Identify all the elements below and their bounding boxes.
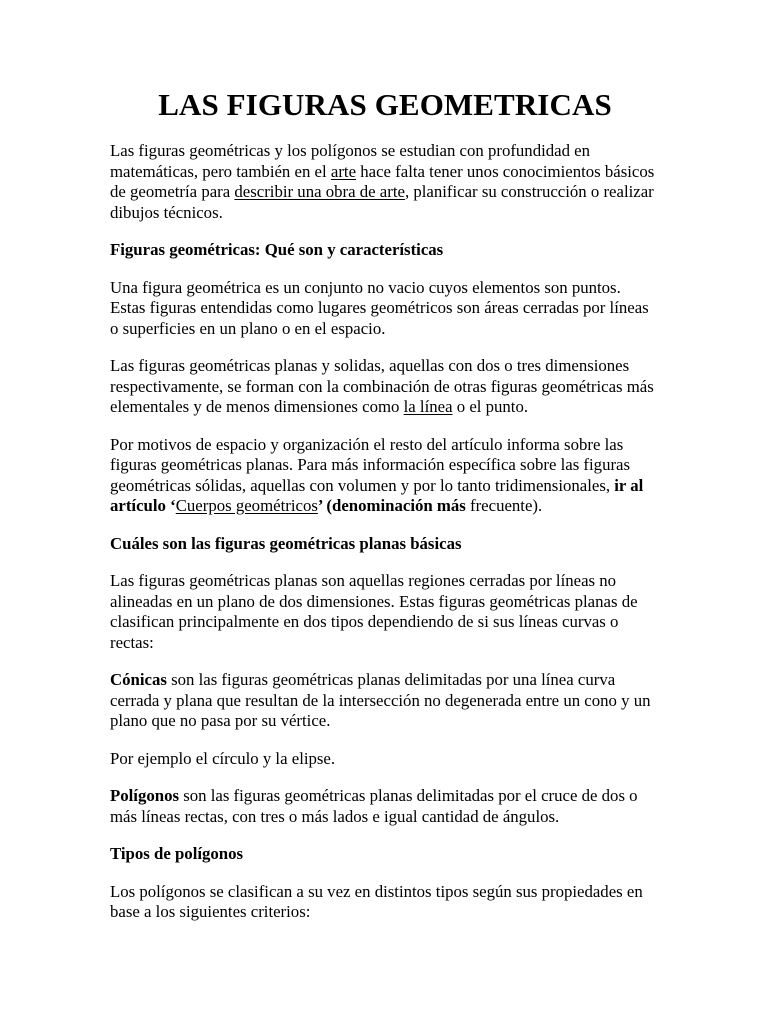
- document-page: [110, 85, 660, 940]
- la-linea-link[interactable]: la línea: [403, 397, 453, 416]
- organization-bold-1: ir al artículo ‘: [110, 475, 644, 515]
- conicas-term: Cónicas: [110, 670, 167, 689]
- dimensions-text-1: Las figuras geométricas planas y solidas, aquellas con dos o tres dimensiones respectivamente, se forman con la combinación de otras figuras geométricas más elementales y de menos dimensiones como: [110, 356, 654, 416]
- ejemplo-paragraph: Por ejemplo el círculo y la elipse.: [110, 748, 336, 768]
- dimensions-paragraph: [110, 356, 660, 418]
- poligonos-paragraph: [110, 786, 660, 827]
- poligonos-text: son las figuras geométricas planas delimitadas por el cruce de dos o más líneas rectas, con tres o más lados e igual cantidad de ángulos.: [110, 786, 638, 826]
- poligonos-term: Polígonos: [110, 786, 180, 805]
- organization-paragraph: [110, 435, 660, 517]
- organization-text-2: frecuente).: [465, 496, 543, 515]
- dimensions-text-2: o el punto.: [452, 397, 529, 416]
- arte-link[interactable]: arte: [330, 161, 357, 181]
- intro-text-2: hace falta tener unos conocimientos básicos de geometría para: [110, 161, 655, 201]
- conicas-text: son las figuras geométricas planas delimitadas por una línea curva cerrada y plana que resultan de la intersección no degenerada entre un cono y un plano que no pasa por su vértice.: [110, 670, 651, 730]
- criterios-paragraph: Los polígonos se clasifican a su vez en distintos tipos según sus propiedades en base a los siguientes criterios:: [110, 881, 643, 921]
- section-heading-que-son: Figuras geométricas: Qué son y características: [110, 240, 444, 259]
- describir-obra-link[interactable]: describir una obra de arte: [234, 182, 405, 201]
- intro-paragraph: [110, 141, 660, 223]
- intro-text-1: Las figuras geométricas y los polígonos se estudian con profundidad en matemáticas, pero también en el: [110, 141, 591, 181]
- organization-bold-2: ’ (denominación más: [317, 496, 466, 515]
- document-title: LAS FIGURAS GEOMETRICAS: [158, 87, 612, 122]
- intro-text-3: , planificar su construcción o realizar dibujos técnicos.: [110, 182, 654, 222]
- section-heading-tipos-poligonos: Tipos de polígonos: [110, 844, 244, 863]
- definition-paragraph: Una figura geométrica es un conjunto no vacio cuyos elementos son puntos. Estas figuras entendidas como lugares geométricos son áreas cerradas por líneas o superficies en un plano o en el espacio.: [110, 277, 649, 338]
- cuerpos-geometricos-link[interactable]: Cuerpos geométricos: [175, 496, 318, 515]
- conicas-paragraph: [110, 670, 660, 732]
- section-heading-planas-basicas: Cuáles son las figuras geométricas planas básicas: [110, 533, 462, 553]
- organization-text-1: Por motivos de espacio y organización el resto del artículo informa sobre las figuras geométricas planas. Para más información específica sobre las figuras geométricas sólidas, aquellas con volumen y por lo tanto tridimensionales,: [110, 434, 631, 495]
- planas-paragraph: Las figuras geométricas planas son aquellas regiones cerradas por líneas no alineadas en un plano de dos dimensiones. Estas figuras geométricas planas de clasifican principalmente en dos tipos dependiendo de si sus líneas curvas o rectas:: [110, 571, 638, 652]
